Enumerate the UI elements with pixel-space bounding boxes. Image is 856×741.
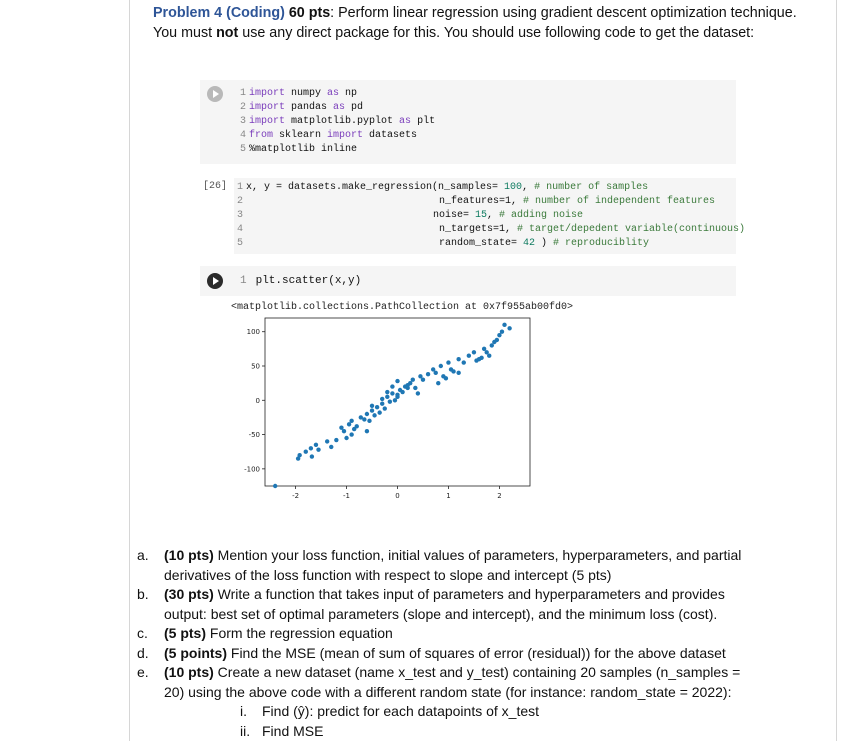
data-point <box>325 439 329 443</box>
data-point <box>383 406 387 410</box>
question-text: Form the regression equation <box>206 625 393 641</box>
question-item <box>137 644 757 664</box>
question-list <box>137 546 757 741</box>
question-label: b. <box>137 586 149 602</box>
question-points: (10 pts) <box>164 664 214 680</box>
run-cell-icon[interactable] <box>207 273 223 289</box>
data-point <box>507 326 511 330</box>
code-line: 2 import pandas as pd <box>240 102 364 113</box>
data-point <box>385 395 389 399</box>
data-point <box>334 438 338 442</box>
run-cell-icon[interactable] <box>207 86 223 102</box>
data-point <box>500 330 504 334</box>
data-point <box>436 381 440 385</box>
data-point <box>314 443 318 447</box>
data-point <box>349 419 353 423</box>
data-point <box>310 454 314 458</box>
data-point <box>342 429 346 433</box>
data-point <box>502 323 506 327</box>
question-text: Mention your loss function, initial values of parameters, hyperparameters, and partial derivatives of the loss function with respect to slope and intercept (5 pts) <box>164 547 742 583</box>
sub-question-text: Find (ŷ): predict for each datapoints of x_test <box>262 703 540 719</box>
data-point <box>395 379 399 383</box>
data-point <box>421 378 425 382</box>
data-point <box>451 369 455 373</box>
problem-statement <box>153 3 813 43</box>
data-point <box>375 405 379 409</box>
question-points: (5 points) <box>164 644 227 661</box>
code-line: noise= 15, # adding noise <box>433 210 584 221</box>
problem-bold-not: not <box>216 25 239 41</box>
data-point <box>444 376 448 380</box>
problem-title: Problem 4 (Coding) <box>153 5 285 21</box>
data-point <box>456 371 460 375</box>
data-point <box>304 450 308 454</box>
scatter-chart <box>230 318 530 498</box>
code-cell-imports[interactable] <box>200 80 736 164</box>
data-point <box>380 397 384 401</box>
question-points: (10 pts) <box>164 547 214 563</box>
data-point <box>411 378 415 382</box>
question-label: e. <box>137 664 149 680</box>
y-tick-label: -50 <box>248 431 260 440</box>
data-point <box>472 350 476 354</box>
code-line: n_features=1, # number of independent features <box>439 196 716 207</box>
code-line: 3 <box>237 210 244 221</box>
data-point <box>316 447 320 451</box>
data-point <box>495 338 499 342</box>
data-point <box>365 429 369 433</box>
question-text: Find the MSE (mean of sum of squares of error (residual)) for the above dataset <box>227 644 726 661</box>
sub-question-item <box>137 702 757 722</box>
sub-question-item <box>137 722 757 741</box>
data-point <box>273 484 277 488</box>
code-line: 5 %matplotlib inline <box>240 144 358 155</box>
sub-question-label: ii. <box>240 722 251 739</box>
y-tick-label: -100 <box>244 465 260 474</box>
question-text: Create a new dataset (name x_test and y_test) containing 20 samples (n_samples = 20) using the above code with a different random state (for instance: random_state = 2022): <box>164 664 741 700</box>
data-point <box>426 372 430 376</box>
data-point <box>405 383 409 387</box>
data-point <box>362 417 366 421</box>
code-line: 1 import numpy as np <box>240 88 358 99</box>
data-point <box>329 445 333 449</box>
code-cell-scatter[interactable] <box>200 266 736 296</box>
data-point <box>385 390 389 394</box>
code-line: 2 <box>237 196 244 207</box>
data-point <box>377 410 381 414</box>
question-label: a. <box>137 547 149 563</box>
data-point <box>439 364 443 368</box>
question-label: d. <box>137 644 149 661</box>
question-item <box>137 546 757 585</box>
y-tick-label: 50 <box>251 362 260 371</box>
x-tick-label: 1 <box>446 492 451 500</box>
data-point <box>380 402 384 406</box>
code-line: 4 <box>237 224 244 235</box>
data-point <box>467 354 471 358</box>
data-point <box>413 386 417 390</box>
question-points: (30 pts) <box>164 586 214 602</box>
data-point <box>462 360 466 364</box>
data-point <box>370 404 374 408</box>
question-item <box>137 585 757 624</box>
code-line: 4 from sklearn import datasets <box>240 130 418 141</box>
code-line: 5 <box>237 238 244 249</box>
data-point <box>395 395 399 399</box>
sub-question-label: i. <box>240 703 247 719</box>
data-point <box>456 357 460 361</box>
question-item <box>137 663 757 702</box>
data-point <box>400 390 404 394</box>
right-page-border <box>836 0 837 741</box>
x-tick-label: 2 <box>497 492 502 500</box>
code-line: 3 import matplotlib.pyplot as plt <box>240 116 436 127</box>
data-point <box>365 412 369 416</box>
y-tick-label: 0 <box>255 396 260 405</box>
data-point <box>355 424 359 428</box>
code-cell-dataset[interactable] <box>234 178 746 254</box>
data-point <box>474 358 478 362</box>
data-point <box>416 391 420 395</box>
x-tick-label: -1 <box>343 492 351 500</box>
problem-text-2: use any direct package for this. You should use following code to get the dataset: <box>238 25 755 41</box>
data-point <box>446 360 450 364</box>
data-point <box>349 432 353 436</box>
data-point <box>344 436 348 440</box>
y-tick-label: 100 <box>246 328 260 337</box>
code-line: n_targets=1, # target/depedent variable(continuous) <box>439 224 746 235</box>
data-point <box>487 354 491 358</box>
data-point <box>388 399 392 403</box>
data-point <box>309 446 313 450</box>
plot-frame <box>265 318 530 486</box>
data-point <box>367 419 371 423</box>
problem-text-1: : Perform linear regression using gradient descent optimization technique. You must <box>153 5 797 41</box>
question-text: Write a function that takes input of parameters and hyperparameters and provides output: best set of optimal parameters (slope and intercept), and the minimum loss (cost). <box>164 586 725 622</box>
x-tick-label: -2 <box>292 492 300 500</box>
question-item <box>137 624 757 644</box>
question-points: (5 pts) <box>164 625 206 641</box>
data-point <box>297 453 301 457</box>
question-label: c. <box>137 625 148 641</box>
code-line: 1 plt.scatter(x,y) <box>240 275 362 287</box>
cell-output-text: <matplotlib.collections.PathCollection at 0x7f955ab00fd0> <box>231 302 574 313</box>
data-point <box>372 413 376 417</box>
left-page-border <box>129 0 130 741</box>
code-line: 1 x, y = datasets.make_regression(n_samples= 100, # number of samples <box>237 182 649 193</box>
data-point <box>434 371 438 375</box>
data-point <box>390 391 394 395</box>
problem-points: 60 pts <box>288 5 331 21</box>
data-point <box>370 408 374 412</box>
data-point <box>479 356 483 360</box>
x-tick-label: 0 <box>395 492 400 500</box>
sub-question-text: Find MSE <box>262 722 324 739</box>
code-line: random_state= 42 ) # reproduciblity <box>439 238 650 249</box>
data-point <box>390 384 394 388</box>
execution-count: [26] <box>203 181 228 192</box>
